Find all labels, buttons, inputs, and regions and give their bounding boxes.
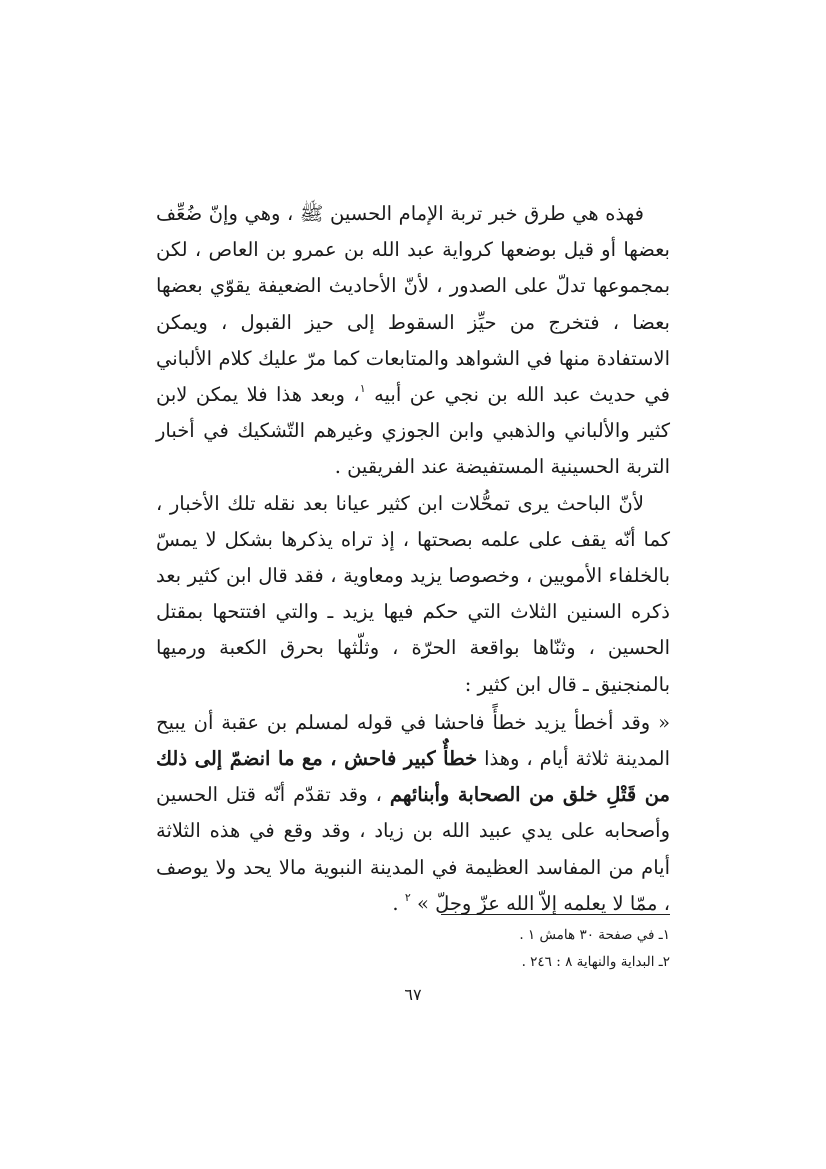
footnote-ref-1[interactable]: ١ xyxy=(359,382,366,396)
page-number: ٦٧ xyxy=(404,985,422,1004)
paragraph-2-text: لأنّ الباحث يرى تمحُّلات ابن كثير عيانا بعد نقله تلك الأخبار ، كما أنّه يقف على علمه بصحتها ، إذ تراه يذكرها بشكل لا يمسّ بالخلفاء الأمويين ، وخصوصا يزيد ومعاوية ، فقد قال ابن كثير بعد ذكره السنين الثلاث التي حكم فيها يزيد ـ والتي افتتحها بمقتل الحسين ، وثنّاها بواقعة الحرّة ، وثلّثها بحرق الكعبة ورميها بالمنجنيق ـ قال ابن كثير : xyxy=(156,491,670,696)
paragraph-1-text: فهذه هي طرق خبر تربة الإمام الحسين ﷺ ، وهي وإنّ ضُعِّف بعضها أو قيل بوضعها كرواية عبد الله بن عمرو بن العاص ، لكن بمجموعها تدلّ على الصدور ، لأنّ الأحاديث الضعيفة يقوّي بعضها بعضا ، فتخرج من حيِّز السقوط إلى حيز القبول ، ويمكن الاستفادة منها في الشواهد والمتابعات كما مرّ عليك كلام الألباني في حديث عبد الله بن نجي عن أبيه xyxy=(156,202,671,407)
quote-end: . xyxy=(392,891,399,915)
footnote-ref-2[interactable]: ٢ xyxy=(404,890,411,904)
paragraph-2 xyxy=(156,486,670,703)
footnote-2: ٢ـ البداية والنهاية ٨ : ٢٤٦ . xyxy=(521,954,670,970)
quote-block xyxy=(156,705,670,922)
main-text xyxy=(156,196,670,922)
paragraph-1 xyxy=(156,196,670,486)
paragraph-1-text-after: ، وبعد هذا فلا يمكن لابن كثير والألباني والذهبي وابن الجوزي وغيرهم التّشكيك في أخبار التربة الحسينية المستفيضة عند الفريقين . xyxy=(156,383,670,479)
footnote-divider xyxy=(441,914,670,915)
quote-text-2: ، وقد تقدّم أنّه قتل الحسين وأصحابه على يدي عبيد الله بن زياد ، وقد وقع في هذه الثلاثة أيام من المفاسد العظيمة في المدينة النبوية مالا يحد ولا يوصف ، ممّا لا يعلمه إلاّ الله عزّ وجلّ » xyxy=(156,783,670,915)
quote-bold-text: خطأٌ كبير فاحش ، مع ما انضمّ إلى ذلك من قَتْلِ خلق من الصحابة وأبنائهم xyxy=(156,747,670,807)
quote-text-1: « وقد أخطأ يزيد خطأً فاحشا في قوله لمسلم بن عقبة أن يبيح المدينة ثلاثة أيام ، وهذا xyxy=(156,710,670,771)
footnotes xyxy=(441,922,670,976)
footnote-1: ١ـ في صفحة ٣٠ هامش ١ . xyxy=(519,927,670,943)
